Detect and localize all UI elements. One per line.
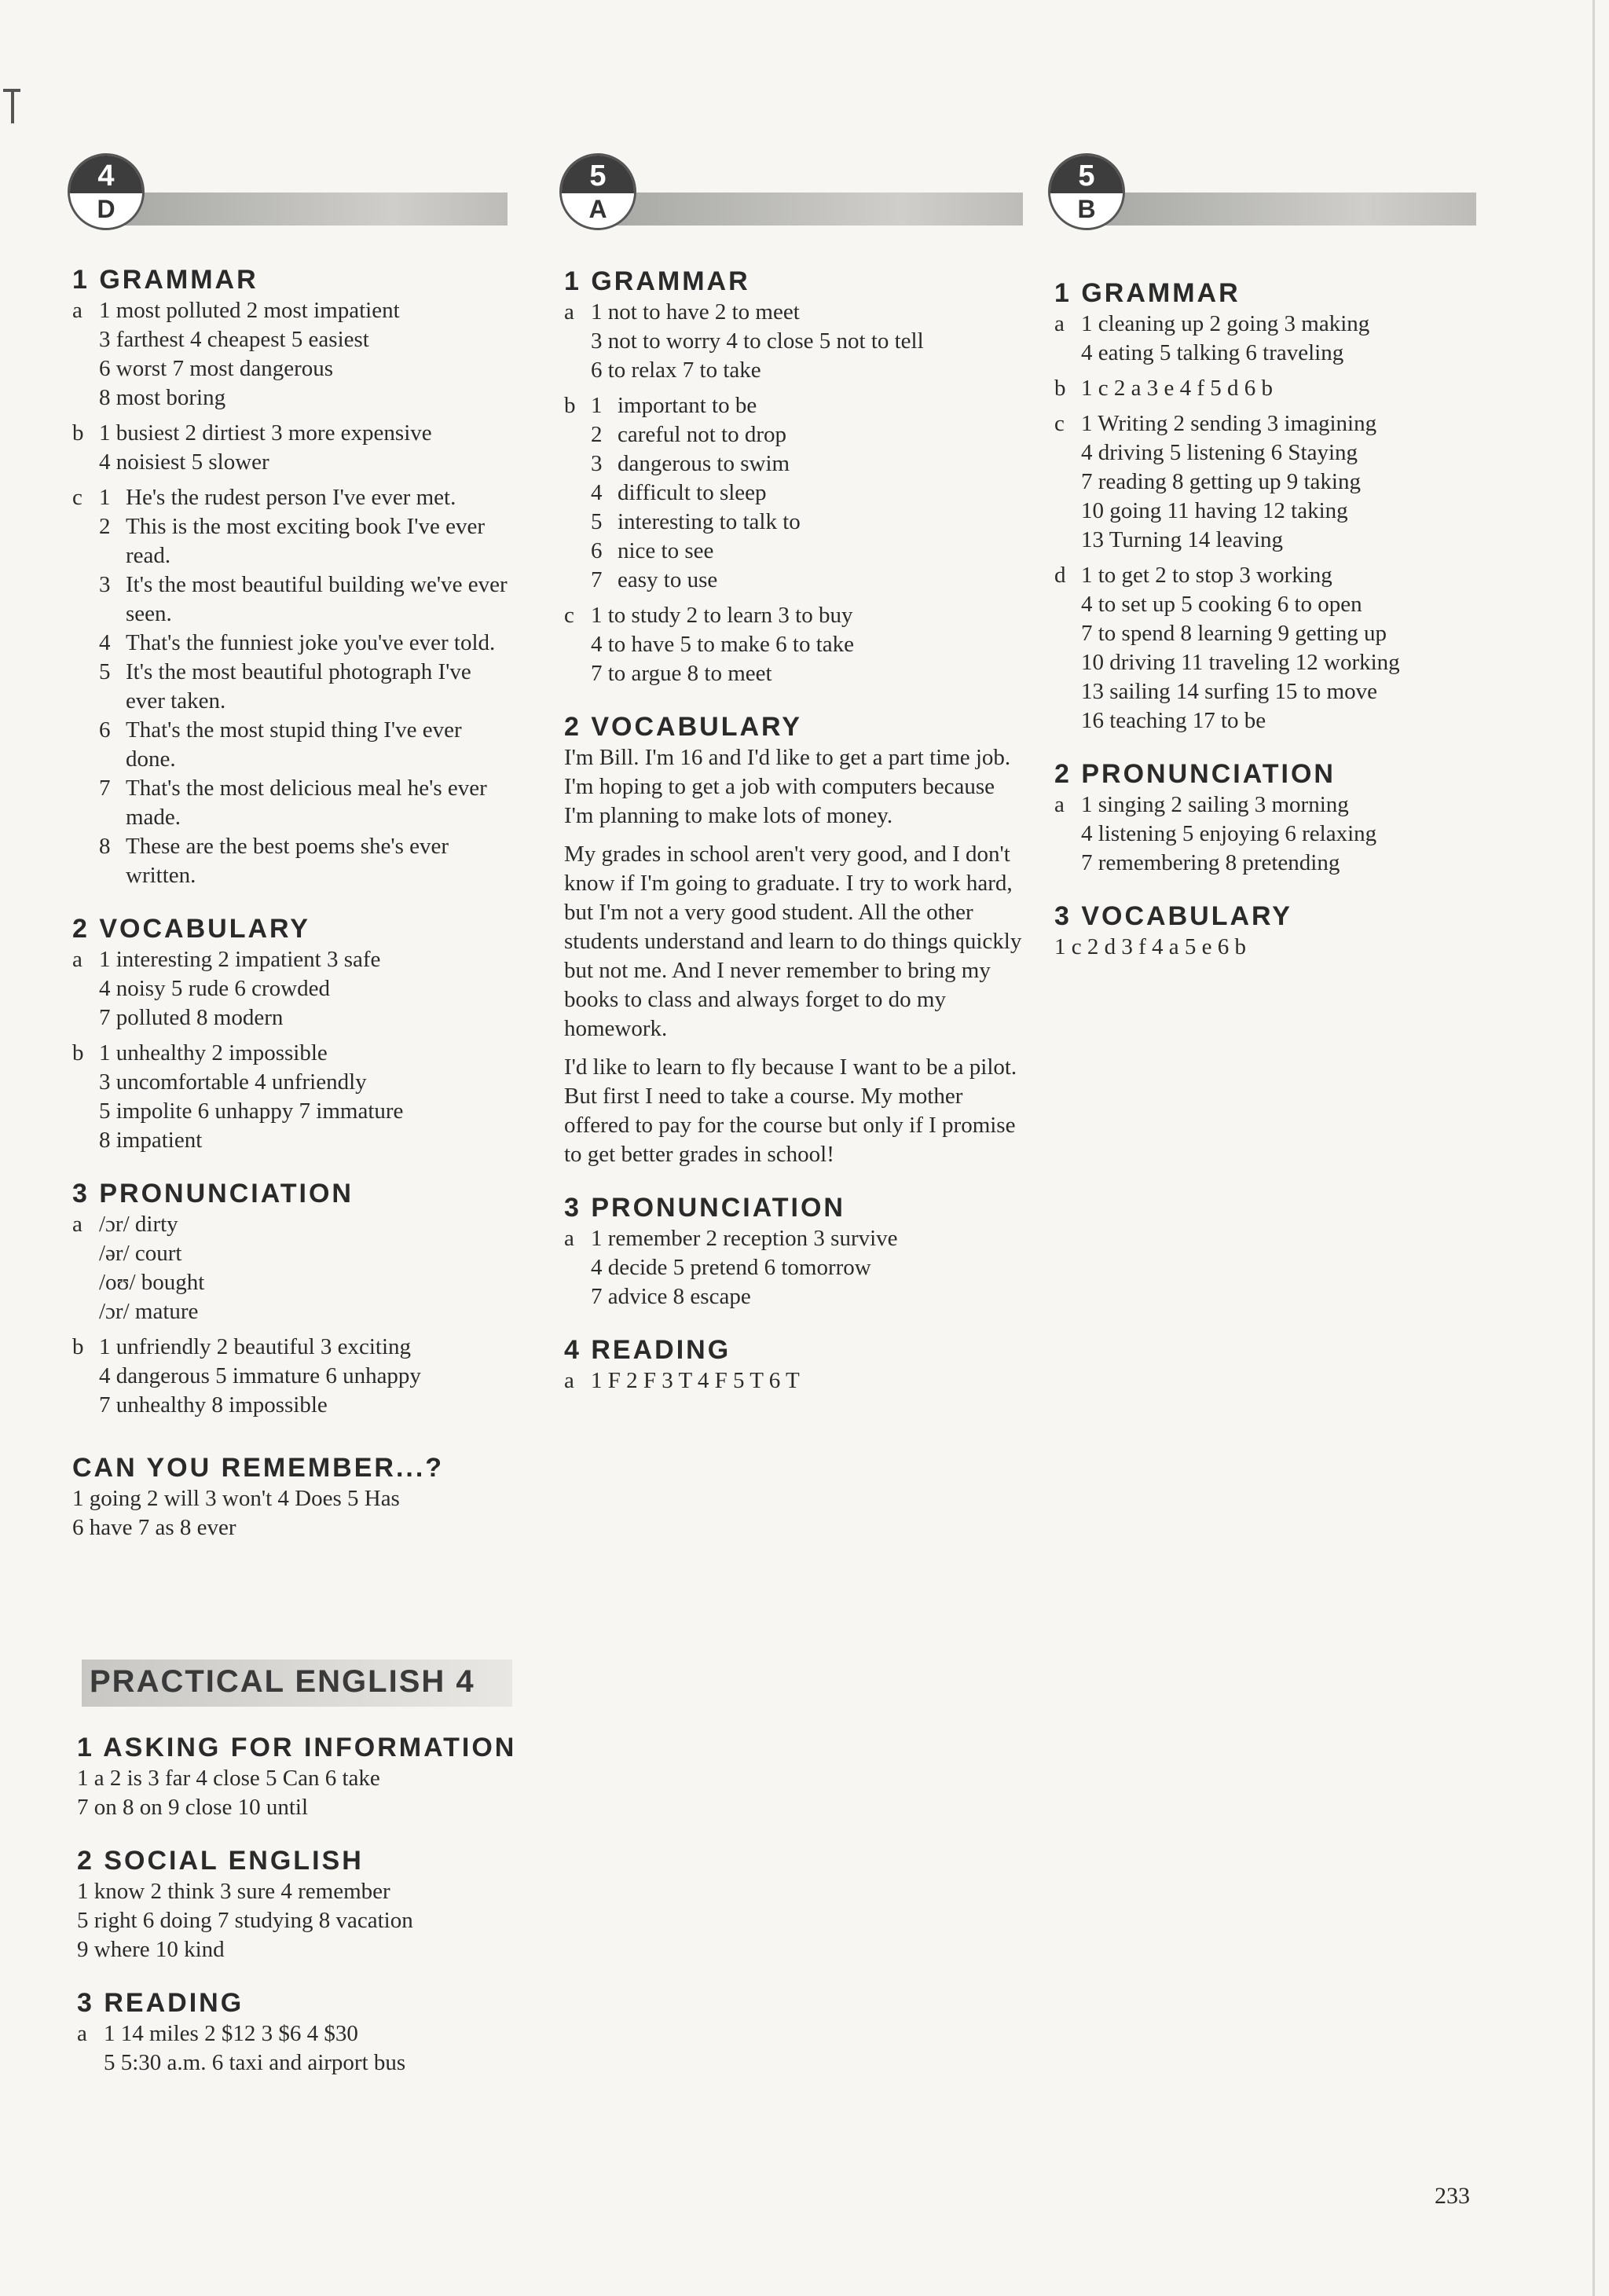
section-title: 1 GRAMMAR (1054, 278, 1241, 308)
answer-line: 5 right 6 doing 7 studying 8 vacation (77, 1908, 413, 1933)
exercise-c (1054, 409, 1518, 555)
answer-line: 4 eating 5 talking 6 traveling (1081, 340, 1344, 365)
item-text: That's the funniest joke you've ever told. (126, 630, 496, 655)
section-title: 3 VOCABULARY (1054, 901, 1292, 931)
section-title: 1 GRAMMAR (564, 266, 750, 296)
answer-line: 1 remember 2 reception 3 survive (591, 1226, 898, 1251)
answer-line: 10 going 11 having 12 taking (1081, 498, 1348, 523)
item-text: It's the most beautiful photograph I've ever taken. (126, 659, 471, 713)
section-title: 3 PRONUNCIATION (564, 1193, 845, 1223)
item-text: It's the most beautiful building we've ever seen. (126, 572, 508, 626)
answer-line: 3 uncomfortable 4 unfriendly (99, 1069, 367, 1095)
answer-item (99, 716, 512, 774)
exercise-letter: a (72, 298, 82, 323)
exercise-letter: a (77, 2021, 87, 2046)
item-number: 6 (591, 538, 603, 563)
answer-item (99, 832, 512, 890)
reading-section (77, 1986, 517, 2078)
answer-line: 7 to argue 8 to meet (591, 661, 772, 686)
exercise-b (72, 1333, 512, 1420)
item-number: 2 (591, 422, 603, 447)
section-title: 2 PRONUNCIATION (1054, 759, 1336, 789)
answer-line: 1 14 miles 2 $12 3 $6 4 $30 (104, 2021, 358, 2046)
answer-line: 7 remembering 8 pretending (1081, 850, 1340, 875)
answer-line: 1 F 2 F 3 T 4 F 5 T 6 T (591, 1368, 800, 1393)
page-number: 233 (1435, 2183, 1470, 2209)
answer-line: /ər/ court (99, 1241, 182, 1266)
answer-item (99, 774, 512, 832)
exercise-a (564, 298, 1028, 385)
unit-header-4d (68, 153, 508, 232)
answer-item (99, 570, 512, 629)
answer-line: 4 noisiest 5 slower (99, 449, 269, 475)
grammar-section (1054, 277, 1518, 735)
item-number: 3 (591, 451, 603, 476)
answer-item (591, 508, 1028, 537)
practical-english-banner (82, 1660, 512, 1707)
item-text: interesting to talk to (618, 509, 801, 534)
answer-line: 1 c 2 a 3 e 4 f 5 d 6 b (1081, 376, 1274, 401)
answer-line: 5 5:30 a.m. 6 taxi and airport bus (104, 2050, 406, 2075)
item-number: 5 (99, 659, 111, 684)
item-text: That's the most delicious meal he's ever made. (126, 776, 487, 830)
answer-line: 1 know 2 think 3 sure 4 remember (77, 1879, 390, 1904)
answer-line: 7 advice 8 escape (591, 1284, 751, 1309)
answer-line: 1 to study 2 to learn 3 to buy (591, 603, 853, 628)
answer-line: 5 impolite 6 unhappy 7 immature (99, 1098, 404, 1124)
item-number: 1 (591, 393, 603, 418)
asking-for-information-section (77, 1731, 517, 1822)
reading-section (564, 1333, 1028, 1396)
item-text: This is the most exciting book I've ever read. (126, 514, 486, 568)
answer-line: 1 not to have 2 to meet (591, 299, 800, 325)
exercise-letter: a (564, 1226, 574, 1251)
exercise-letter: b (72, 420, 84, 446)
item-text: important to be (618, 393, 757, 418)
answer-item (591, 449, 1028, 479)
answer-line: 6 to relax 7 to take (591, 358, 761, 383)
can-you-remember-section (72, 1451, 512, 1542)
column-5b (1054, 277, 1518, 984)
answer-line: /oʊ/ bought (99, 1270, 205, 1295)
item-text: easy to use (618, 567, 718, 592)
pronunciation-section (1054, 757, 1518, 878)
item-text: That's the most stupid thing I've ever done. (126, 717, 462, 772)
exercise-a (72, 1210, 512, 1326)
item-number: 7 (99, 776, 111, 801)
exercise-letter: b (72, 1334, 84, 1359)
header-band (1103, 193, 1476, 226)
header-band (123, 193, 508, 226)
answer-line: 1 interesting 2 impatient 3 safe (99, 947, 381, 972)
answer-line: 6 worst 7 most dangerous (99, 356, 334, 381)
answer-line: 4 dangerous 5 immature 6 unhappy (99, 1363, 421, 1388)
exercise-letter: d (1054, 563, 1066, 588)
answer-line: 1 singing 2 sailing 3 morning (1081, 792, 1349, 817)
answer-line: 13 sailing 14 surfing 15 to move (1081, 679, 1377, 704)
item-text: He's the rudest person I've ever met. (126, 485, 456, 510)
section-title: 2 VOCABULARY (564, 712, 802, 742)
unit-header-5a (559, 153, 1023, 232)
unit-header-5b (1048, 153, 1476, 232)
exercise-letter: a (72, 1212, 82, 1237)
banner-title: PRACTICAL ENGLISH 4 (90, 1664, 475, 1699)
vocabulary-section (564, 710, 1028, 1169)
paragraph: I'd like to learn to fly because I want to be a pilot. But first I need to take a course. My mother offered to pay for the course but only if I promise to get better grades in school! (564, 1054, 1017, 1167)
answer-line: 1 busiest 2 dirtiest 3 more expensive (99, 420, 432, 446)
exercise-a (77, 2019, 517, 2078)
corner-crop-mark (0, 83, 24, 130)
exercise-letter: a (564, 1368, 574, 1393)
answer-item (591, 391, 1028, 420)
section-title: 4 READING (564, 1335, 731, 1365)
badge-number: 4 (70, 156, 142, 193)
exercise-a (564, 1366, 1028, 1396)
item-number: 1 (99, 485, 111, 510)
item-number: 8 (99, 834, 111, 859)
answer-line: 4 listening 5 enjoying 6 relaxing (1081, 821, 1377, 846)
exercise-a (1054, 310, 1518, 368)
exercise-b (1054, 374, 1518, 403)
item-number: 6 (99, 717, 111, 743)
answer-line: 1 unhealthy 2 impossible (99, 1040, 328, 1065)
page-edge (1593, 0, 1595, 2296)
answer-line: 1 Writing 2 sending 3 imagining (1081, 411, 1377, 436)
item-text: These are the best poems she's ever written. (126, 834, 449, 888)
answer-line: 6 have 7 as 8 ever (72, 1515, 236, 1540)
answer-item (99, 483, 512, 512)
answer-item (591, 566, 1028, 595)
exercise-letter: a (564, 299, 574, 325)
social-english-section (77, 1844, 517, 1964)
exercise-letter: c (72, 485, 82, 510)
answer-line: 9 where 10 kind (77, 1937, 225, 1962)
answer-line: 7 on 8 on 9 close 10 until (77, 1795, 309, 1820)
answer-line: 3 farthest 4 cheapest 5 easiest (99, 327, 369, 352)
exercise-a (72, 945, 512, 1032)
answer-line: 1 to get 2 to stop 3 working (1081, 563, 1332, 588)
answer-line: /ɔr/ dirty (99, 1212, 178, 1237)
exercise-letter: b (564, 393, 576, 418)
section-title: 2 SOCIAL ENGLISH (77, 1846, 364, 1876)
answer-item (99, 512, 512, 570)
exercise-letter: a (1054, 311, 1065, 336)
exercise-b (72, 1039, 512, 1155)
answer-item (591, 420, 1028, 449)
section-title: CAN YOU REMEMBER...? (72, 1453, 445, 1483)
item-number: 2 (99, 514, 111, 539)
badge-number: 5 (1050, 156, 1123, 193)
badge-letter: A (562, 193, 634, 228)
answer-line: /ɔr/ mature (99, 1299, 199, 1324)
answer-line: 1 unfriendly 2 beautiful 3 exciting (99, 1334, 412, 1359)
answer-line: 1 cleaning up 2 going 3 making (1081, 311, 1370, 336)
item-number: 5 (591, 509, 603, 534)
section-title: 1 ASKING FOR INFORMATION (77, 1733, 517, 1762)
exercise-letter: a (72, 947, 82, 972)
exercise-a (72, 296, 512, 413)
answer-line: 8 most boring (99, 385, 226, 410)
answer-line: 8 impatient (99, 1128, 203, 1153)
answer-item (591, 537, 1028, 566)
badge-letter: D (70, 193, 142, 228)
answer-line: 4 decide 5 pretend 6 tomorrow (591, 1255, 871, 1280)
answer-line: 4 noisy 5 rude 6 crowded (99, 976, 330, 1001)
answer-item (99, 629, 512, 658)
column-4d (72, 263, 512, 1564)
vocabulary-section (72, 912, 512, 1155)
item-text: dangerous to swim (618, 451, 790, 476)
item-text: careful not to drop (618, 422, 787, 447)
item-text: difficult to sleep (618, 480, 767, 505)
answer-line: 7 reading 8 getting up 9 taking (1081, 469, 1361, 494)
badge-letter: B (1050, 193, 1123, 228)
exercise-b (564, 391, 1028, 595)
paragraph: My grades in school aren't very good, and I don't know if I'm going to graduate. I try to work hard, but I'm not a very good student. All the other students understand and learn to do things quickly but not me. And I never remember to bring my books to class and always forget to do my homework. (564, 842, 1022, 1041)
answer-line: 16 teaching 17 to be (1081, 708, 1266, 733)
item-number: 7 (591, 567, 603, 592)
answer-line: 7 to spend 8 learning 9 getting up (1081, 621, 1387, 646)
answer-line: 7 polluted 8 modern (99, 1005, 284, 1030)
exercise-letter: c (1054, 411, 1065, 436)
item-number: 4 (591, 480, 603, 505)
answer-line: 1 a 2 is 3 far 4 close 5 Can 6 take (77, 1766, 380, 1791)
answer-line: 10 driving 11 traveling 12 working (1081, 650, 1400, 675)
exercise-b (72, 419, 512, 477)
item-number: 3 (99, 572, 111, 597)
column-5a (564, 265, 1028, 1418)
unit-badge (68, 153, 145, 230)
exercise-a (1054, 790, 1518, 878)
exercise-letter: b (72, 1040, 84, 1065)
section-title: 3 READING (77, 1988, 244, 2018)
section-title: 3 PRONUNCIATION (72, 1179, 354, 1209)
answer-line: 7 unhealthy 8 impossible (99, 1392, 328, 1418)
exercise-c (564, 601, 1028, 688)
answer-line: 1 most polluted 2 most impatient (99, 298, 400, 323)
answer-line: 13 Turning 14 leaving (1081, 527, 1283, 552)
practical-english-column (77, 1731, 517, 2100)
exercise-letter: a (1054, 792, 1065, 817)
exercise-letter: b (1054, 376, 1066, 401)
header-band (614, 193, 1023, 226)
answer-line: 3 not to worry 4 to close 5 not to tell (591, 328, 924, 354)
exercise-d (1054, 561, 1518, 735)
answer-line: 4 driving 5 listening 6 Staying (1081, 440, 1358, 465)
item-text: nice to see (618, 538, 714, 563)
answer-line: 4 to have 5 to make 6 to take (591, 632, 855, 657)
answer-line: 4 to set up 5 cooking 6 to open (1081, 592, 1362, 617)
pronunciation-section (564, 1191, 1028, 1311)
answer-item (99, 658, 512, 716)
exercise-letter: c (564, 603, 574, 628)
exercise-c (72, 483, 512, 890)
badge-number: 5 (562, 156, 634, 193)
section-title: 1 GRAMMAR (72, 265, 258, 295)
grammar-section (564, 265, 1028, 688)
item-number: 4 (99, 630, 111, 655)
answer-line: 1 c 2 d 3 f 4 a 5 e 6 b (1054, 934, 1247, 959)
answer-item (591, 479, 1028, 508)
unit-badge (1048, 153, 1125, 230)
answer-line: 1 going 2 will 3 won't 4 Does 5 Has (72, 1486, 400, 1511)
pronunciation-section (72, 1177, 512, 1420)
grammar-section (72, 263, 512, 890)
section-title: 2 VOCABULARY (72, 914, 310, 944)
vocabulary-section (1054, 900, 1518, 962)
unit-badge (559, 153, 636, 230)
exercise-a (564, 1224, 1028, 1311)
paragraph: I'm Bill. I'm 16 and I'd like to get a part time job. I'm hoping to get a job with computers because I'm planning to make lots of money. (564, 745, 1011, 828)
